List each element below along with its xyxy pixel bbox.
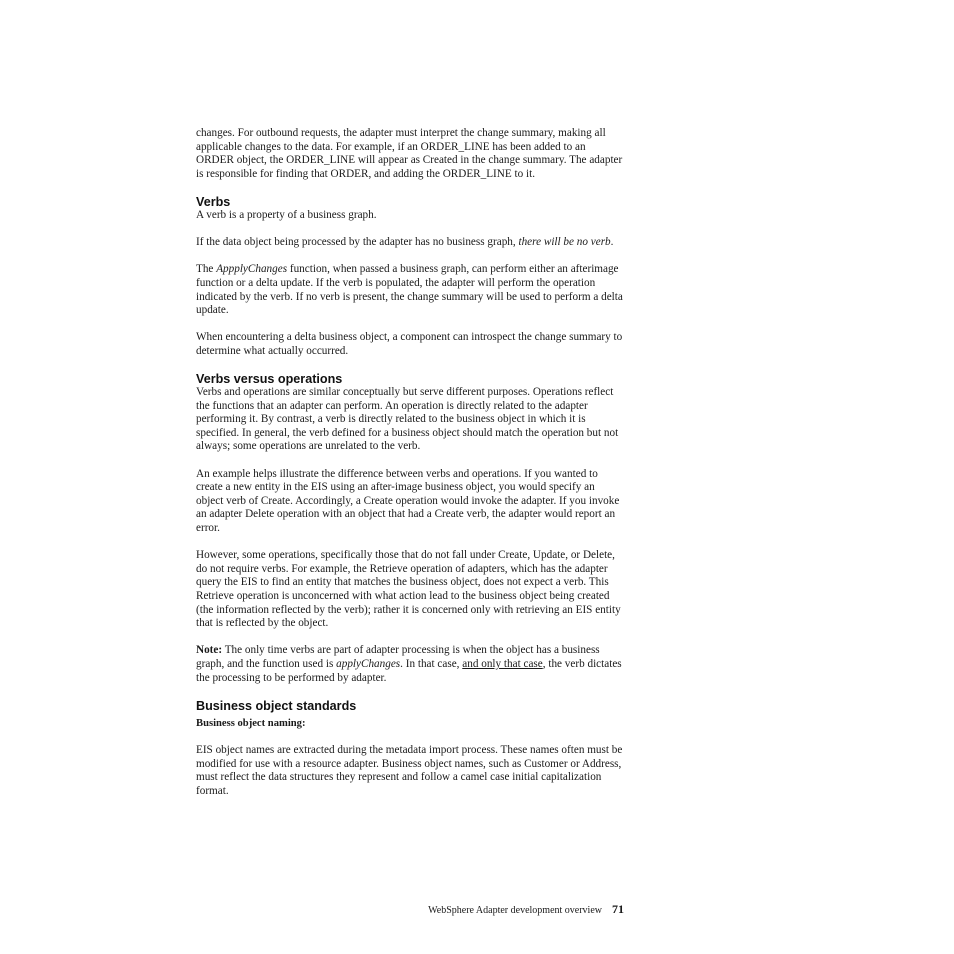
verbs-paragraph-2: If the data object being processed by the adapter has no business graph, there will be no verb. xyxy=(196,236,614,249)
note-label: Note: xyxy=(196,644,223,657)
verbs-vs-ops-paragraph-1: Verbs and operations are similar conceptually but serve different purposes. Operations reflect the functions that an adapter can perform. An operation is directly related to the adapter performing it. By contrast, a verb is directly related to the business object in which it is specified. In general, the verb defined for a business object should match the operation but not always; some operations are unrelated to the verb. xyxy=(196,386,619,453)
applychanges-italic: AppplyChanges xyxy=(216,263,288,276)
verbs-vs-ops-paragraph-2: An example helps illustrate the difference between verbs and operations. If you wanted to create a new entity in the EIS using an after-image business object, you would specify an object verb of Create. Accordingly, a Create operation would invoke the adapter. If you invoke an adapter Delete operation with an object that had a Create verb, the adapter would report an error. xyxy=(196,467,620,535)
verbs-heading: Verbs xyxy=(196,194,231,209)
verbs-vs-ops-paragraph-3: However, some operations, specifically those that do not fall under Create, Update, or Delete, do not require verbs. For example, the Retrieve operation of adapters, which has the adapter query the EIS to find an entity that matches the business object, does not expect a verb. This Retrieve operation is unconcerned with what action lead to the business object being created (the information reflected by the verb); rather it is concerned only with retrieving an EIS entity that is reflected by the object. xyxy=(196,549,621,630)
note-italic: applyChanges xyxy=(336,657,401,670)
verbs-paragraph-4: When encountering a delta business object, a component can introspect the change summary to determine what actually occurred. xyxy=(196,331,623,357)
bo-naming-subheading: Business object naming: xyxy=(196,717,306,729)
intro-paragraph: changes. For outbound requests, the adapter must interpret the change summary, making all applicable changes to the data. For example, if an ORDER_LINE has been added to an ORDER object, the ORDER_LINE will appear as Created in the change summary. The adapter is responsible for finding that ORDER, and adding the ORDER_LINE to it. xyxy=(196,127,623,180)
note-underline: and only that case xyxy=(462,657,543,670)
footer-title: WebSphere Adapter development overview xyxy=(428,905,602,916)
note-paragraph: Note: The only time verbs are part of adapter processing is when the object has a business graph, and the function used is applyChanges. In that case, and only that case, the verb dictates the processing to be performed by adapter. xyxy=(196,644,622,684)
bo-standards-heading: Business object standards xyxy=(196,698,357,713)
page-footer xyxy=(196,902,624,917)
verbs-italic-phrase: there will be no verb xyxy=(518,236,611,249)
page-number: 71 xyxy=(612,902,624,916)
bo-standards-paragraph: EIS object names are extracted during the metadata import process. These names often must be modified for use with a resource adapter. Business object names, such as Customer or Address, must reflect the data structures they represent and follow a camel case initial capitalization format. xyxy=(196,743,623,797)
document-body xyxy=(196,127,624,812)
verbs-vs-operations-heading: Verbs versus operations xyxy=(196,372,343,387)
verbs-paragraph-1: A verb is a property of a business graph. xyxy=(196,208,377,221)
verbs-paragraph-3: The AppplyChanges function, when passed a business graph, can perform either an afterimage function or a delta update. If the verb is populated, the adapter will perform the operation indicated by the verb. If no verb is present, the change summary will be used to perform a delta update. xyxy=(196,263,623,317)
